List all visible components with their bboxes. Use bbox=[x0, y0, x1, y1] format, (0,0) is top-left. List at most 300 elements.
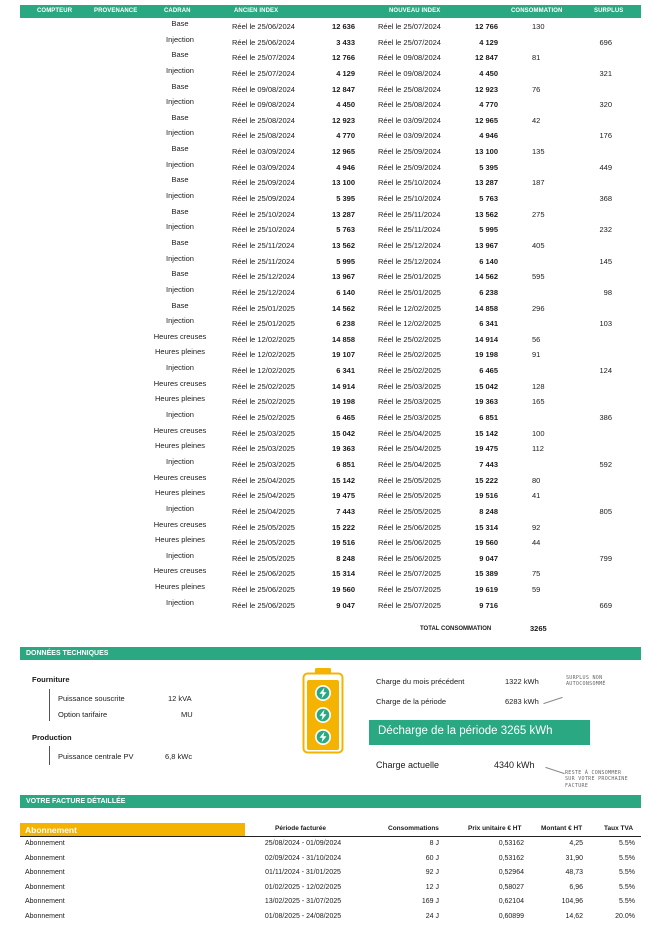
nouveau-index-value: 15 314 bbox=[475, 522, 498, 532]
nouveau-index-value: 19 475 bbox=[475, 444, 498, 454]
ancien-index-value: 12 847 bbox=[332, 84, 355, 94]
invoice-tva: 5.5% bbox=[619, 883, 635, 891]
consommation-cell: 187 bbox=[532, 178, 545, 188]
nouveau-index-value: 12 965 bbox=[475, 115, 498, 125]
charge-actuelle-value: 4340 kWh bbox=[494, 760, 535, 770]
cadran-cell: Heures pleines bbox=[154, 488, 206, 498]
ancien-index-value: 6 465 bbox=[336, 413, 355, 423]
cadran-cell: Injection bbox=[166, 503, 194, 513]
consommation-cell: 41 bbox=[532, 491, 541, 501]
surplus-cell: 103 bbox=[599, 319, 612, 329]
cadran-cell: Heures pleines bbox=[154, 582, 206, 592]
ancien-index-value: 19 363 bbox=[332, 444, 355, 454]
table-row bbox=[20, 285, 641, 301]
surplus-cell: 320 bbox=[599, 100, 612, 110]
cadran-cell: Heures pleines bbox=[154, 347, 206, 357]
header-prix-unitaire: Prix unitaire € HT bbox=[468, 825, 522, 832]
ancien-index-date: Réel le 25/10/2024 bbox=[232, 225, 295, 235]
invoice-montant: 4,25 bbox=[569, 840, 583, 847]
abonnement-tab: Abonnement bbox=[20, 823, 245, 837]
invoice-tva: 5.5% bbox=[619, 854, 635, 862]
nouveau-index-value: 4 770 bbox=[479, 100, 498, 110]
nouveau-index-date: Réel le 25/05/2025 bbox=[378, 475, 441, 485]
table-row bbox=[20, 488, 641, 504]
ancien-index-value: 15 042 bbox=[332, 428, 355, 438]
invoice-consommation: 12 J bbox=[425, 883, 439, 891]
puissance-souscrite-label: Puissance souscrite bbox=[58, 694, 125, 703]
decharge-periode-box: Décharge de la période 3265 kWh bbox=[369, 720, 590, 745]
nouveau-index-date: Réel le 12/02/2025 bbox=[378, 319, 441, 329]
cadran-cell: Injection bbox=[166, 222, 194, 232]
ancien-index-value: 6 341 bbox=[336, 366, 355, 376]
ancien-index-date: Réel le 25/08/2024 bbox=[232, 131, 295, 141]
table-row bbox=[20, 160, 641, 176]
ancien-index-value: 13 100 bbox=[332, 178, 355, 188]
cadran-cell: Injection bbox=[166, 456, 194, 466]
nouveau-index-value: 19 560 bbox=[475, 538, 498, 548]
invoice-consommation: 60 J bbox=[425, 854, 439, 862]
table-row bbox=[20, 535, 641, 551]
nouveau-index-date: Réel le 12/02/2025 bbox=[378, 303, 441, 313]
surplus-cell: 669 bbox=[599, 600, 612, 610]
ancien-index-value: 4 450 bbox=[336, 100, 355, 110]
battery-bolt-icon bbox=[315, 729, 331, 745]
table-row bbox=[20, 113, 641, 129]
invoice-montant: 31,90 bbox=[565, 854, 583, 862]
cadran-cell: Injection bbox=[166, 284, 194, 294]
charge-mois-precedent-value: 1322 kWh bbox=[505, 677, 539, 686]
nouveau-index-date: Réel le 09/08/2024 bbox=[378, 53, 441, 63]
ancien-index-date: Réel le 25/04/2025 bbox=[232, 506, 295, 516]
ancien-index-value: 6 140 bbox=[336, 287, 355, 297]
ancien-index-value: 7 443 bbox=[336, 506, 355, 516]
header-tva: Taux TVA bbox=[604, 825, 634, 832]
nouveau-index-value: 13 287 bbox=[475, 178, 498, 188]
battery-bolt-icon bbox=[315, 707, 331, 723]
invoice-prix-unitaire: 0,52964 bbox=[498, 869, 524, 877]
cadran-cell: Injection bbox=[166, 597, 194, 607]
ancien-index-value: 15 314 bbox=[332, 569, 355, 579]
invoice-tva: 20.0% bbox=[615, 913, 635, 920]
ancien-index-date: Réel le 25/03/2025 bbox=[232, 428, 295, 438]
table-row bbox=[20, 332, 641, 348]
ancien-index-date: Réel le 25/10/2024 bbox=[232, 209, 295, 219]
ancien-index-value: 4 770 bbox=[336, 131, 355, 141]
header-compteur: COMPTEUR bbox=[37, 8, 73, 14]
nouveau-index-date: Réel le 25/05/2025 bbox=[378, 491, 441, 501]
nouveau-index-date: Réel le 25/12/2024 bbox=[378, 240, 441, 250]
invoice-consommation: 24 J bbox=[425, 913, 439, 920]
table-row bbox=[20, 66, 641, 82]
total-consommation-value: 3265 bbox=[530, 624, 547, 633]
nouveau-index-value: 13 967 bbox=[475, 240, 498, 250]
header-ancien-index: ANCIEN INDEX bbox=[234, 8, 279, 14]
ancien-index-date: Réel le 12/02/2025 bbox=[232, 334, 295, 344]
cadran-cell: Injection bbox=[166, 550, 194, 560]
consommation-cell: 42 bbox=[532, 115, 541, 125]
invoice-montant: 48,73 bbox=[565, 869, 583, 877]
table-row bbox=[0, 855, 664, 869]
nouveau-index-value: 6 851 bbox=[479, 413, 498, 423]
cadran-cell: Heures creuses bbox=[153, 331, 207, 341]
ancien-index-date: Réel le 09/08/2024 bbox=[232, 84, 295, 94]
consommation-cell: 44 bbox=[532, 538, 541, 548]
ancien-index-date: Réel le 25/11/2024 bbox=[232, 240, 295, 250]
header-nouveau-index: NOUVEAU INDEX bbox=[389, 8, 441, 14]
table-row bbox=[20, 598, 641, 614]
nouveau-index-date: Réel le 25/02/2025 bbox=[378, 366, 441, 376]
nouveau-index-value: 15 142 bbox=[475, 428, 498, 438]
cadran-cell: Injection bbox=[166, 34, 194, 44]
ancien-index-date: Réel le 03/09/2024 bbox=[232, 162, 295, 172]
nouveau-index-date: Réel le 09/08/2024 bbox=[378, 68, 441, 78]
surplus-cell: 799 bbox=[599, 553, 612, 563]
consommation-cell: 100 bbox=[532, 428, 545, 438]
table-row bbox=[20, 238, 641, 254]
ancien-index-value: 12 923 bbox=[332, 115, 355, 125]
table-row bbox=[20, 457, 641, 473]
nouveau-index-value: 12 847 bbox=[475, 53, 498, 63]
ancien-index-value: 14 858 bbox=[332, 334, 355, 344]
table-row bbox=[20, 473, 641, 489]
ancien-index-date: Réel le 25/07/2024 bbox=[232, 53, 295, 63]
surplus-cell: 449 bbox=[599, 162, 612, 172]
invoice-tva: 5.5% bbox=[619, 840, 635, 847]
invoice-period: 01/11/2024 - 31/01/2025 bbox=[265, 869, 341, 877]
nouveau-index-date: Réel le 25/02/2025 bbox=[378, 350, 441, 360]
table-row bbox=[0, 869, 664, 883]
nouveau-index-date: Réel le 25/07/2024 bbox=[378, 22, 441, 31]
table-row bbox=[20, 144, 641, 160]
nouveau-index-value: 4 450 bbox=[479, 68, 498, 78]
nouveau-index-date: Réel le 25/09/2024 bbox=[378, 162, 441, 172]
table-row bbox=[20, 394, 641, 410]
invoice-consommation: 169 J bbox=[421, 898, 439, 906]
table-row bbox=[20, 191, 641, 207]
nouveau-index-value: 13 562 bbox=[475, 209, 498, 219]
consommation-cell: 130 bbox=[532, 22, 545, 31]
nouveau-index-date: Réel le 25/03/2025 bbox=[378, 381, 441, 391]
invoice-period: 25/08/2024 - 01/09/2024 bbox=[264, 840, 342, 847]
ancien-index-value: 6 851 bbox=[336, 459, 355, 469]
ancien-index-value: 19 107 bbox=[332, 350, 355, 360]
ancien-index-value: 19 560 bbox=[332, 585, 355, 595]
nouveau-index-value: 14 914 bbox=[475, 334, 498, 344]
nouveau-index-value: 6 238 bbox=[479, 287, 498, 297]
nouveau-index-value: 4 946 bbox=[479, 131, 498, 141]
table-row bbox=[20, 504, 641, 520]
header-surplus: SURPLUS bbox=[594, 8, 624, 14]
table-row bbox=[20, 97, 641, 113]
invoice-prix-unitaire: 0,53162 bbox=[498, 854, 524, 862]
puissance-souscrite-value: 12 kVA bbox=[168, 694, 192, 703]
ancien-index-date: Réel le 25/02/2025 bbox=[232, 397, 295, 407]
invoice-prix-unitaire: 0,60899 bbox=[498, 913, 524, 920]
cadran-cell: Base bbox=[171, 175, 189, 185]
cadran-cell: Injection bbox=[166, 316, 194, 326]
ancien-index-value: 4 946 bbox=[336, 162, 355, 172]
table-row bbox=[20, 316, 641, 332]
ancien-index-value: 14 562 bbox=[332, 303, 355, 313]
nouveau-index-date: Réel le 25/10/2024 bbox=[378, 178, 441, 188]
surplus-cell: 368 bbox=[599, 194, 612, 204]
invoice-period: 01/02/2025 - 12/02/2025 bbox=[264, 883, 342, 891]
ancien-index-value: 15 222 bbox=[332, 522, 355, 532]
nouveau-index-date: Réel le 25/06/2025 bbox=[378, 538, 441, 548]
ancien-index-date: Réel le 25/06/2025 bbox=[232, 569, 295, 579]
cadran-cell: Injection bbox=[166, 128, 194, 138]
invoice-line-label: Abonnement bbox=[25, 854, 65, 862]
total-consommation-label: TOTAL CONSOMMATION bbox=[420, 626, 492, 632]
consommation-cell: 76 bbox=[532, 84, 541, 94]
invoice-prix-unitaire: 0,62104 bbox=[498, 898, 524, 906]
cadran-cell: Injection bbox=[166, 65, 194, 75]
nouveau-index-value: 14 562 bbox=[475, 272, 498, 282]
header-montant: Montant € HT bbox=[541, 825, 583, 832]
invoice-line-label: Abonnement bbox=[25, 898, 65, 906]
nouveau-index-value: 19 363 bbox=[475, 397, 498, 407]
puissance-pv-value: 6,8 kWc bbox=[165, 752, 193, 761]
table-row bbox=[20, 19, 641, 35]
index-table-header bbox=[20, 5, 641, 18]
surplus-cell: 592 bbox=[599, 459, 612, 469]
table-row bbox=[20, 426, 641, 442]
nouveau-index-value: 6 140 bbox=[479, 256, 498, 266]
nouveau-index-date: Réel le 25/08/2024 bbox=[378, 84, 441, 94]
consommation-cell: 112 bbox=[532, 444, 544, 454]
ancien-index-value: 19 475 bbox=[332, 491, 355, 501]
nouveau-index-date: Réel le 03/09/2024 bbox=[378, 131, 441, 141]
ancien-index-date: Réel le 25/03/2025 bbox=[232, 459, 295, 469]
ancien-index-date: Réel le 25/07/2024 bbox=[232, 68, 295, 78]
nouveau-index-date: Réel le 25/07/2024 bbox=[378, 37, 441, 47]
surplus-cell: 124 bbox=[599, 366, 612, 376]
nouveau-index-date: Réel le 25/02/2025 bbox=[378, 334, 441, 344]
table-row bbox=[20, 128, 641, 144]
nouveau-index-value: 9 716 bbox=[479, 600, 498, 610]
cadran-cell: Heures pleines bbox=[154, 535, 206, 545]
ancien-index-date: Réel le 25/09/2024 bbox=[232, 178, 295, 188]
invoice-montant: 104,96 bbox=[561, 898, 583, 906]
table-row bbox=[20, 35, 641, 51]
production-bracket bbox=[49, 746, 50, 765]
charge-actuelle-label: Charge actuelle bbox=[376, 760, 440, 770]
table-row bbox=[20, 207, 641, 223]
header-provenance: PROVENANCE bbox=[94, 8, 138, 14]
nouveau-index-value: 15 222 bbox=[475, 475, 498, 485]
table-row bbox=[20, 175, 641, 191]
consommation-cell: 275 bbox=[532, 209, 545, 219]
table-row bbox=[0, 913, 664, 927]
ancien-index-date: Réel le 25/05/2025 bbox=[232, 522, 295, 532]
cadran-cell: Heures creuses bbox=[153, 566, 207, 576]
option-tarifaire-label: Option tarifaire bbox=[58, 710, 108, 719]
table-row bbox=[0, 898, 664, 912]
cadran-cell: Base bbox=[171, 112, 189, 122]
ancien-index-date: Réel le 25/11/2024 bbox=[232, 256, 295, 266]
cadran-cell: Injection bbox=[166, 253, 194, 263]
nouveau-index-date: Réel le 25/12/2024 bbox=[378, 256, 441, 266]
ancien-index-date: Réel le 25/02/2025 bbox=[232, 413, 295, 423]
ancien-index-value: 15 142 bbox=[332, 475, 355, 485]
cadran-cell: Base bbox=[171, 300, 189, 310]
ancien-index-date: Réel le 25/05/2025 bbox=[232, 553, 295, 563]
ancien-index-date: Réel le 25/06/2025 bbox=[232, 600, 295, 610]
ancien-index-value: 4 129 bbox=[336, 68, 355, 78]
nouveau-index-value: 5 395 bbox=[479, 162, 498, 172]
invoice-period: 01/08/2025 - 24/08/2025 bbox=[264, 913, 342, 920]
nouveau-index-date: Réel le 25/03/2025 bbox=[378, 413, 441, 423]
cadran-cell: Base bbox=[171, 237, 189, 247]
consommation-cell: 81 bbox=[532, 53, 541, 63]
table-row bbox=[20, 363, 641, 379]
table-row bbox=[20, 566, 641, 582]
technical-section-title: DONNÉES TECHNIQUES bbox=[26, 650, 109, 657]
cadran-cell: Injection bbox=[166, 159, 194, 169]
cadran-cell: Base bbox=[171, 206, 189, 216]
ancien-index-date: Réel le 09/08/2024 bbox=[232, 100, 295, 110]
invoice-prix-unitaire: 0,58027 bbox=[498, 883, 524, 891]
puissance-pv-label: Puissance centrale PV bbox=[58, 752, 134, 761]
option-tarifaire-value: MU bbox=[181, 710, 193, 719]
consommation-cell: 59 bbox=[532, 585, 541, 595]
nouveau-index-value: 13 100 bbox=[475, 147, 498, 157]
ancien-index-value: 13 562 bbox=[332, 240, 355, 250]
nouveau-index-value: 4 129 bbox=[479, 37, 498, 47]
cadran-cell: Heures pleines bbox=[154, 394, 206, 404]
header-periode: Période facturée bbox=[275, 825, 326, 832]
nouveau-index-value: 15 042 bbox=[475, 381, 498, 391]
header-cadran: CADRAN bbox=[164, 8, 191, 14]
table-row bbox=[20, 582, 641, 598]
cadran-cell: Heures creuses bbox=[153, 519, 207, 529]
invoice-consommation: 92 J bbox=[425, 869, 439, 877]
ancien-index-value: 19 516 bbox=[332, 538, 355, 548]
battery-bolt-icon bbox=[315, 685, 331, 701]
ancien-index-value: 8 248 bbox=[336, 553, 355, 563]
table-row bbox=[20, 379, 641, 395]
nouveau-index-date: Réel le 25/07/2025 bbox=[378, 569, 441, 579]
ancien-index-date: Réel le 12/02/2025 bbox=[232, 350, 295, 360]
nouveau-index-value: 14 858 bbox=[475, 303, 498, 313]
invoice-line-label: Abonnement bbox=[25, 869, 65, 877]
surplus-cell: 805 bbox=[599, 506, 612, 516]
nouveau-index-value: 6 341 bbox=[479, 319, 498, 329]
invoice-section-title: VOTRE FACTURE DÉTAILLÉE bbox=[26, 798, 126, 805]
ancien-index-date: Réel le 25/06/2024 bbox=[232, 37, 295, 47]
consommation-cell: 595 bbox=[532, 272, 545, 282]
ancien-index-date: Réel le 25/08/2024 bbox=[232, 115, 295, 125]
ancien-index-value: 9 047 bbox=[336, 600, 355, 610]
nouveau-index-value: 6 465 bbox=[479, 366, 498, 376]
nouveau-index-date: Réel le 25/03/2025 bbox=[378, 397, 441, 407]
ancien-index-value: 13 287 bbox=[332, 209, 355, 219]
consommation-cell: 405 bbox=[532, 240, 545, 250]
nouveau-index-date: Réel le 25/11/2024 bbox=[378, 209, 441, 219]
cadran-cell: Base bbox=[171, 50, 189, 60]
table-row bbox=[0, 884, 664, 898]
cadran-cell: Heures creuses bbox=[153, 472, 207, 482]
nouveau-index-value: 9 047 bbox=[479, 553, 498, 563]
surplus-cell: 98 bbox=[603, 287, 612, 297]
nouveau-index-date: Réel le 25/06/2025 bbox=[378, 553, 441, 563]
invoice-montant: 14,62 bbox=[565, 913, 583, 920]
nouveau-index-date: Réel le 25/01/2025 bbox=[378, 287, 441, 297]
invoice-montant: 6,96 bbox=[569, 883, 583, 891]
ancien-index-value: 6 238 bbox=[336, 319, 355, 329]
consommation-cell: 128 bbox=[532, 381, 545, 391]
surplus-note-arrow bbox=[543, 697, 562, 704]
ancien-index-date: Réel le 25/03/2025 bbox=[232, 444, 295, 454]
nouveau-index-date: Réel le 25/04/2025 bbox=[378, 444, 441, 454]
ancien-index-date: Réel le 12/02/2025 bbox=[232, 366, 295, 376]
cadran-cell: Injection bbox=[166, 363, 194, 373]
ancien-index-date: Réel le 25/04/2025 bbox=[232, 491, 295, 501]
fourniture-bracket bbox=[49, 689, 50, 721]
nouveau-index-date: Réel le 25/04/2025 bbox=[378, 459, 441, 469]
battery-icon bbox=[302, 668, 344, 754]
cadran-cell: Injection bbox=[166, 410, 194, 420]
ancien-index-value: 5 395 bbox=[336, 194, 355, 204]
table-row bbox=[20, 254, 641, 270]
invoice-period: 13/02/2025 - 31/07/2025 bbox=[264, 898, 342, 906]
cadran-cell: Heures creuses bbox=[153, 378, 207, 388]
reste-note: RESTE À CONSOMMER SUR VOTRE PROCHAINE FACTURE bbox=[565, 770, 628, 789]
cadran-cell: Base bbox=[171, 269, 189, 279]
table-row bbox=[20, 222, 641, 238]
nouveau-index-value: 5 763 bbox=[479, 194, 498, 204]
nouveau-index-value: 8 248 bbox=[479, 506, 498, 516]
nouveau-index-value: 19 198 bbox=[475, 350, 498, 360]
ancien-index-value: 3 433 bbox=[336, 37, 355, 47]
nouveau-index-value: 5 995 bbox=[479, 225, 498, 235]
production-label: Production bbox=[32, 733, 72, 742]
invoice-prix-unitaire: 0,53162 bbox=[498, 840, 524, 847]
nouveau-index-value: 7 443 bbox=[479, 459, 498, 469]
nouveau-index-value: 12 766 bbox=[475, 22, 498, 31]
nouveau-index-value: 15 389 bbox=[475, 569, 498, 579]
table-row bbox=[20, 551, 641, 567]
ancien-index-date: Réel le 25/12/2024 bbox=[232, 287, 295, 297]
surplus-cell: 176 bbox=[599, 131, 612, 141]
ancien-index-date: Réel le 25/01/2025 bbox=[232, 319, 295, 329]
nouveau-index-date: Réel le 25/01/2025 bbox=[378, 272, 441, 282]
reste-note-arrow bbox=[545, 767, 564, 774]
charge-periode-label: Charge de la période bbox=[376, 697, 447, 706]
ancien-index-value: 13 967 bbox=[332, 272, 355, 282]
surplus-note: SURPLUS NON AUTOCONSOMMÉ bbox=[566, 675, 606, 688]
nouveau-index-value: 19 619 bbox=[475, 585, 498, 595]
table-row bbox=[20, 269, 641, 285]
header-consommation: CONSOMMATION bbox=[511, 8, 563, 14]
invoice-period: 02/09/2024 - 31/10/2024 bbox=[264, 854, 342, 862]
ancien-index-date: Réel le 25/01/2025 bbox=[232, 303, 295, 313]
cadran-cell: Injection bbox=[166, 191, 194, 201]
surplus-cell: 696 bbox=[599, 37, 612, 47]
invoice-header-divider bbox=[20, 836, 641, 837]
ancien-index-value: 5 763 bbox=[336, 225, 355, 235]
surplus-cell: 232 bbox=[599, 225, 612, 235]
nouveau-index-value: 12 923 bbox=[475, 84, 498, 94]
cadran-cell: Base bbox=[171, 19, 189, 28]
index-table-body bbox=[20, 19, 641, 613]
cadran-cell: Heures creuses bbox=[153, 425, 207, 435]
consommation-cell: 165 bbox=[532, 397, 545, 407]
ancien-index-value: 12 636 bbox=[332, 22, 355, 31]
nouveau-index-value: 19 516 bbox=[475, 491, 498, 501]
ancien-index-value: 12 766 bbox=[332, 53, 355, 63]
table-row bbox=[20, 347, 641, 363]
